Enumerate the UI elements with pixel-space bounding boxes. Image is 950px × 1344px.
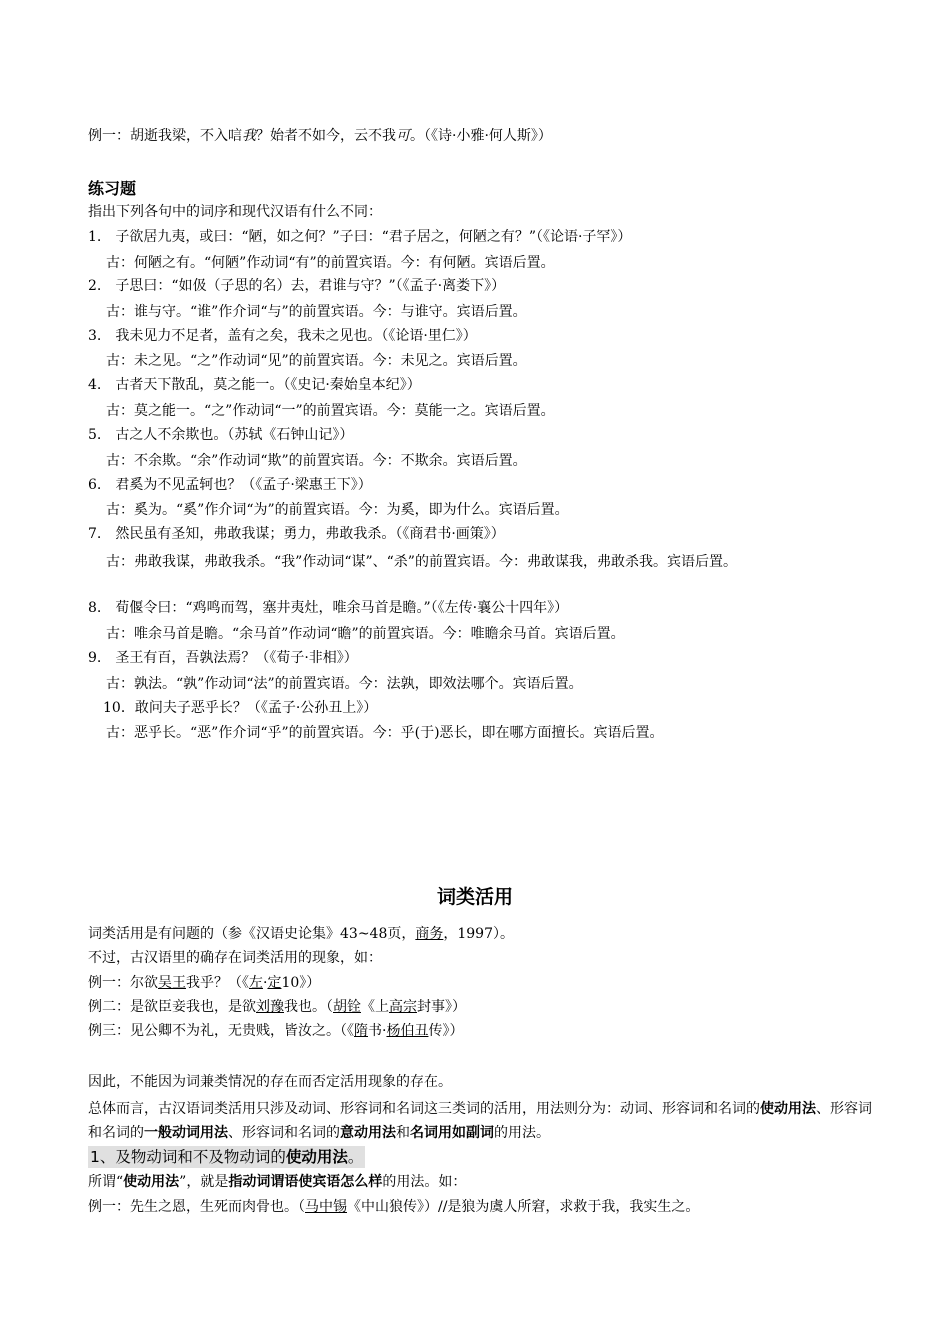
link-gao-zong[interactable]: 高宗 xyxy=(389,999,417,1015)
link-zuo[interactable]: 左 xyxy=(249,975,263,991)
link-liu-yu[interactable]: 刘豫 xyxy=(256,999,284,1015)
link-sui[interactable]: 隋 xyxy=(354,1023,368,1039)
link-ding[interactable]: 定 xyxy=(267,975,282,991)
link-yang-bo-chou[interactable]: 杨伯丑 xyxy=(386,1023,429,1039)
exercise-instruction: 指出下列各句中的词序和现代汉语有什么不同： xyxy=(88,204,382,220)
subheading-highlighted: 1、及物动词和不及物动词的使动用法。 xyxy=(90,1148,364,1166)
exercise-question-10: 10．敢问夫子恶乎长？（《孟子·公孙丑上》） xyxy=(103,700,378,716)
paragraph-2: 不过，古汉语里的确存在词类活用的现象，如： xyxy=(88,950,382,966)
paragraph-5: 所谓“使动用法”，就是指动词谓语使宾语怎么样的用法。如： xyxy=(88,1174,467,1190)
exercise-answer-8: 古：唯余马首是瞻。“余马首”作动词“瞻”的前置宾语。今：唯瞻余马首。宾语后置。 xyxy=(106,626,625,642)
publisher-link[interactable]: 商务 xyxy=(415,926,444,942)
exercise-answer-3: 古：未之见。“之”作动词“见”的前置宾语。今：未见之。宾语后置。 xyxy=(106,353,527,369)
link-hu-quan[interactable]: 胡铨 xyxy=(333,999,361,1015)
paragraph-4: 总体而言，古汉语词类活用只涉及动词、形容词和名词这三类词的活用，用法则分为：动词、形容词和名词的使动用法、形容词和名词的一般动词用法、形容词和名词的意动用法和名词用如副词的用法。 xyxy=(88,1101,872,1141)
paragraph-6: 例一：先生之恩，生死而肉骨也。（马中锡《中山狼传》）//是狼为虞人所窘，求救于我，我实生之。 xyxy=(88,1199,700,1215)
exercise-question-3: 3. 我未见力不足者，盖有之矣，我未之见也。（《论语·里仁》） xyxy=(88,328,477,344)
paragraph-3: 因此，不能因为词兼类情况的存在而否定活用现象的存在。 xyxy=(88,1074,452,1090)
exercise-question-4: 4. 古者天下散乱，莫之能一。（《史记·秦始皇本纪》） xyxy=(88,377,421,393)
exercise-answer-6: 古：奚为。“奚”作介词“为”的前置宾语。今：为奚，即为什么。宾语后置。 xyxy=(106,502,569,518)
exercise-heading: 练习题 xyxy=(88,179,137,198)
exercise-answer-7: 古：弗敢我谋，弗敢我杀。“我”作动词“谋”、“杀”的前置宾语。今：弗敢谋我，弗敢杀我。宾语后置。 xyxy=(106,554,737,570)
exercise-question-8: 8. 荀偃令曰：“鸡鸣而驾，塞井夷灶，唯余马首是瞻。”（《左传·襄公十四年》） xyxy=(88,600,569,616)
exercise-question-9: 9. 圣王有百，吾孰法焉？（《荀子·非相》） xyxy=(88,650,358,666)
exercise-question-1: 1. 子欲居九夷，或曰：“陋，如之何？”子曰：“君子居之，何陋之有？”（《论语·子罕》） xyxy=(88,229,632,245)
example-3: 例三：见公卿不为礼，无贵贱，皆汝之。（《隋书·杨伯丑传》） xyxy=(88,1023,464,1039)
exercise-answer-10: 古：恶乎长。“恶”作介词“乎”的前置宾语。今：乎(于)恶长，即在哪方面擅长。宾语后置。 xyxy=(106,725,664,741)
link-ma-zhong-xi[interactable]: 马中锡 xyxy=(305,1199,347,1215)
intro-example: 例一：胡逝我梁，不入唁我？始者不如今，云不我可。（《诗·小雅·何人斯》） xyxy=(88,128,552,144)
exercise-question-6: 6. 君奚为不见孟轲也？（《孟子·梁惠王下》） xyxy=(88,477,372,493)
exercise-answer-5: 古：不余欺。“余”作动词“欺”的前置宾语。今：不欺余。宾语后置。 xyxy=(106,453,527,469)
exercise-answer-1: 古：何陋之有。“何陋”作动词“有”的前置宾语。今：有何陋。宾语后置。 xyxy=(106,255,555,271)
exercise-question-2: 2. 子思曰：“如伋（子思的名）去，君谁与守？”（《孟子·离娄下》） xyxy=(88,278,506,294)
example-1: 例一：尔欲吴王我乎？（《左·定10》） xyxy=(88,975,321,991)
exercise-answer-9: 古：孰法。“孰”作动词“法”的前置宾语。今：法孰，即效法哪个。宾语后置。 xyxy=(106,676,583,692)
exercise-answer-4: 古：莫之能一。“之”作动词“一”的前置宾语。今：莫能一之。宾语后置。 xyxy=(106,403,555,419)
exercise-answer-2: 古：谁与守。“谁”作介词“与”的前置宾语。今：与谁守。宾语后置。 xyxy=(106,304,527,320)
link-wu-wang[interactable]: 吴王 xyxy=(158,975,186,991)
example-2: 例二：是欲臣妾我也，是欲刘豫我也。（胡铨《上高宗封事》） xyxy=(88,999,466,1015)
section-title: 词类活用 xyxy=(436,886,513,908)
exercise-question-7: 7. 然民虽有圣知，弗敢我谋；勇力，弗敢我杀。（《商君书·画策》） xyxy=(88,526,505,542)
paragraph-1: 词类活用是有问题的（参《汉语史论集》43~48页，商务，1997）。 xyxy=(88,926,514,942)
exercise-question-5: 5. 古之人不余欺也。（苏轼《石钟山记》） xyxy=(88,427,354,443)
